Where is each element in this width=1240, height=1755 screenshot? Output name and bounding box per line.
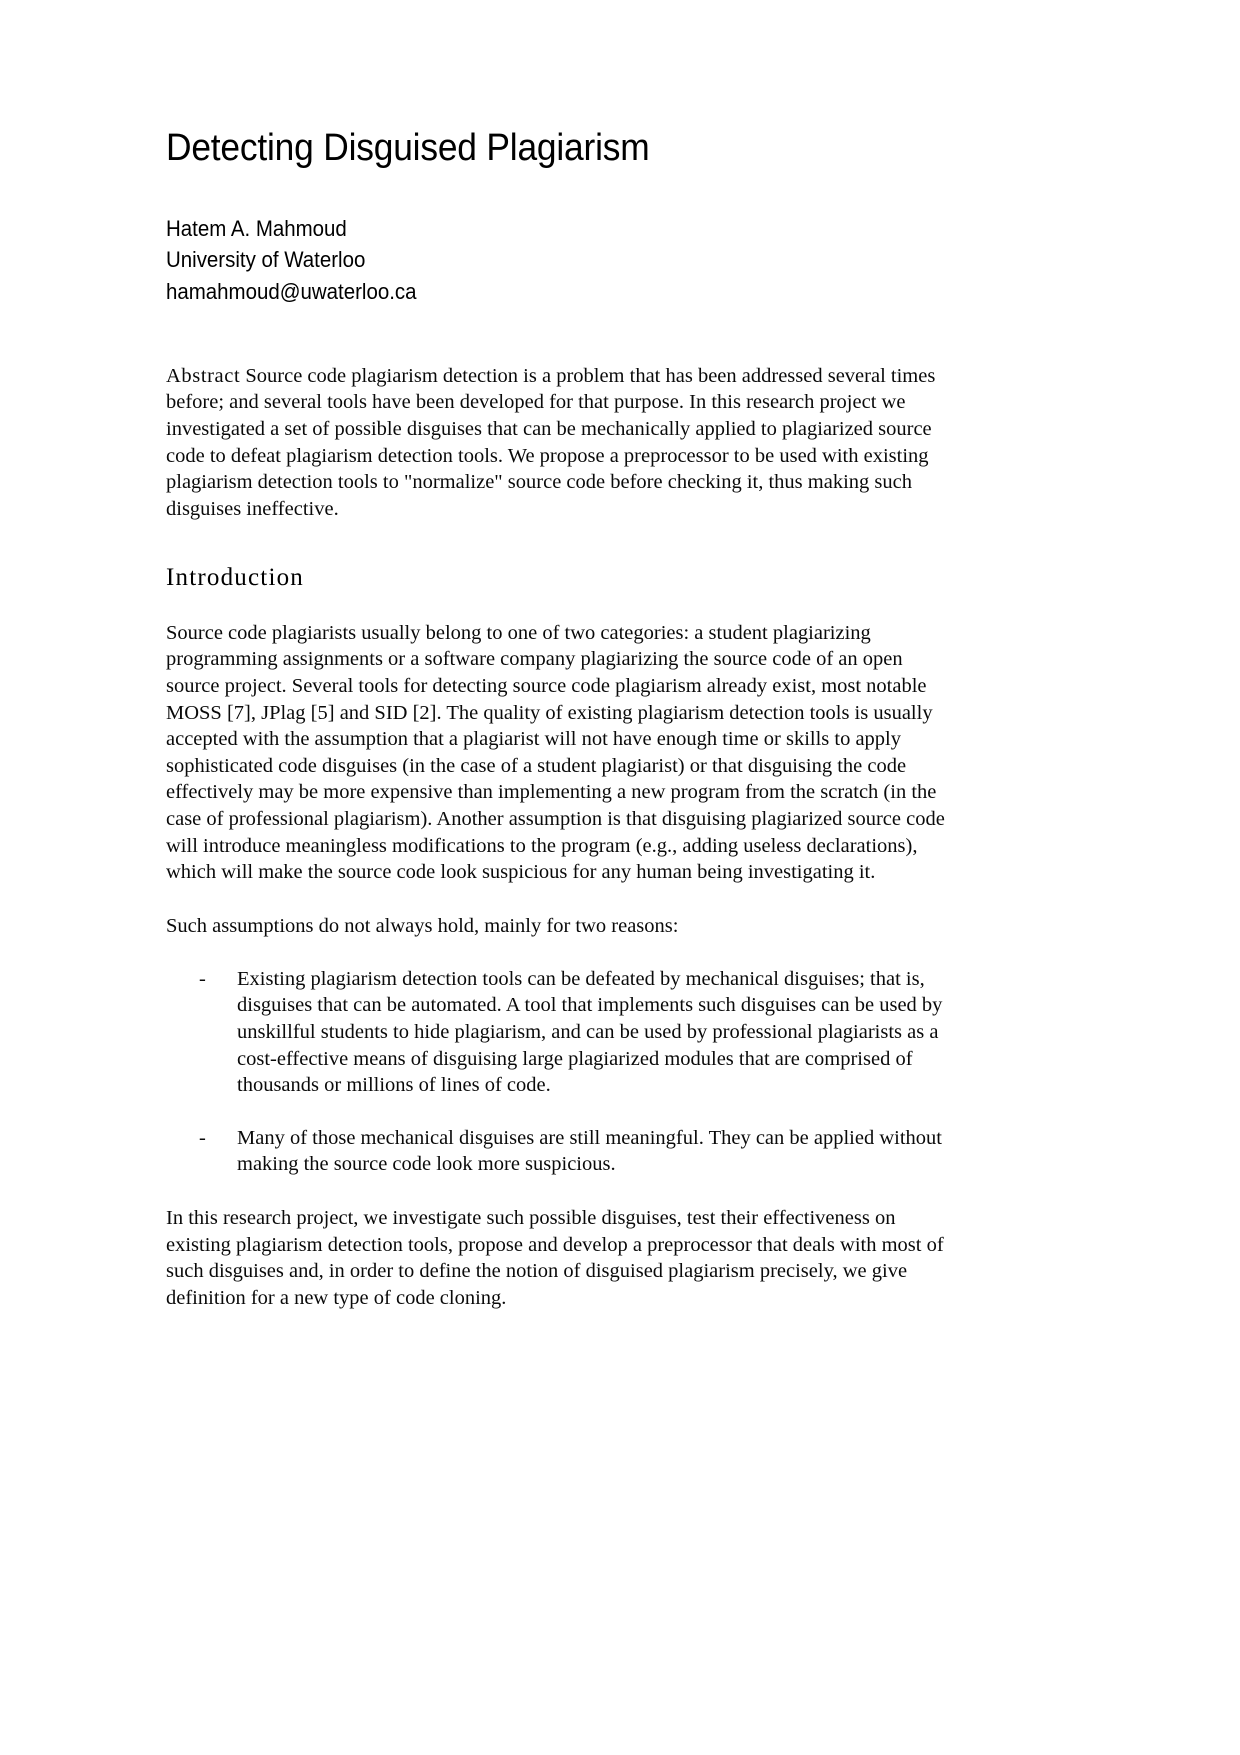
list-item xyxy=(166,966,948,1099)
page-title: Detecting Disguised Plagiarism xyxy=(166,127,650,169)
author-affiliation: University of Waterloo xyxy=(166,247,366,273)
dash-bullet-icon: - xyxy=(199,967,206,990)
abstract-text: Source code plagiarism detection is a problem that has been addressed several times before; and several tools have been developed for that purpose. In this research project we investigated a set of possible disguises that can be mechanically applied to plagiarized source code to defeat plagiarism detection tools. We propose a preprocessor to be used with existing plagiarism detection tools to "normalize" source code before checking it, thus making such disguises ineffective. xyxy=(166,364,936,520)
author-email: hamahmoud@uwaterloo.ca xyxy=(166,278,417,304)
introduction-closing-paragraph: In this research project, we investigate such possible disguises, test their effectiveness on existing plagiarism detection tools, propose and develop a preprocessor that deals with most of such disguises and, in order to define the notion of disguised plagiarism precisely, we give definition for a new type of code cloning. xyxy=(166,1207,944,1310)
page-content xyxy=(166,0,948,1312)
abstract-paragraph xyxy=(166,363,948,523)
author-block xyxy=(166,213,893,307)
introduction-paragraph-2: Such assumptions do not always hold, mainly for two reasons: xyxy=(166,914,679,937)
list-item-text: Existing plagiarism detection tools can be defeated by mechanical disguises; that is, disguises that can be automated. A tool that implements such disguises can be used by unskillful students to hide plagiarism, and can be used by professional plagiarists as a cost-effective means of disguising large plagiarized modules that are comprised of thousands or millions of lines of code. xyxy=(237,967,943,1097)
dash-bullet-icon: - xyxy=(199,1126,206,1149)
introduction-paragraph-1: Source code plagiarists usually belong to one of two categories: a student plagiarizing programming assignments or a software company plagiarizing the source code of an open source project. Several tools for detecting source code plagiarism already exist, most notable MOSS [7], JPlag [5] and SID [2]. The quality of existing plagiarism detection tools is usually accepted with the assumption that a plagiarist will not have enough time or skills to apply sophisticated code disguises (in the case of a student plagiarist) or that disguising the code effectively may be more expensive than implementing a new program from the scratch (in the case of professional plagiarism). Another assumption is that disguising plagiarized source code will introduce meaningless modifications to the program (e.g., adding useless declarations), which will make the source code look suspicious for any human being investigating it. xyxy=(166,621,945,884)
section-heading-introduction: Introduction xyxy=(166,563,304,591)
abstract-label: Abstract xyxy=(166,364,241,387)
list-item-text: Many of those mechanical disguises are still meaningful. They can be applied without making the source code look more suspicious. xyxy=(237,1126,942,1176)
reasons-list xyxy=(166,966,948,1178)
author-name: Hatem A. Mahmoud xyxy=(166,216,347,242)
list-item xyxy=(166,1125,948,1178)
